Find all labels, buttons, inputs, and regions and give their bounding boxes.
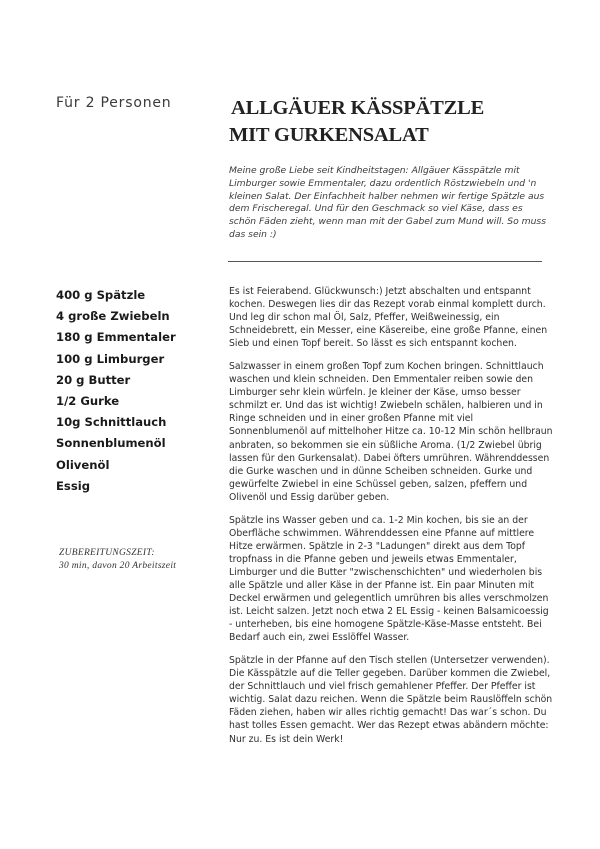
recipe-intro: Meine große Liebe seit Kindheitstagen: Allgäuer Kässpätzle mit Limburger sowie Emmentaler, dazu ordentlich Röstzwiebeln und 'n kleinen Salat. Der Einfachheit halber nehmen wir fertige Spätzle aus dem Frischeregal. Und für den Geschmack so viel Käse, dass es schön Fäden zieht, wenn man mit der Gabel zum Mund will. So muss das sein :) [229, 165, 547, 240]
servings-label: Für 2 Personen [56, 95, 172, 111]
ingredient-item: 400 g Spätzle [56, 288, 146, 302]
ingredient-item: 20 g Butter [56, 372, 131, 387]
instruction-step: Spätzle ins Wasser geben und ca. 1-2 Min kochen, bis sie an der Oberfläche schwimmen. Währenddessen eine Pfanne auf mittlere Hitze erwärmen. Spätzle in 2-3 "Ladungen" direkt aus dem Topf tropfnass in die Pfanne geben und jeweils etwas Emmentaler, Limburger und die Butter "zwischenschichten" und wiederholen bis alle Spätzle und aller Käse in der Pfanne ist. Ein paar Minuten mit Deckel erwärmen und gelegentlich umrühren bis alles verschmolzen ist. Leicht salzen. Jetzt noch etwa 2 EL Essig - keinen Balsamicoessig - unterheben, bis eine homogene Spätzle-Käse-Masse entsteht. Bei Bedarf auch ein, zwei Esslöffel Wasser. [229, 514, 549, 644]
ingredient-item: 10g Schnittlauch [56, 415, 167, 430]
divider [228, 261, 542, 262]
prep-time-label: ZUBEREITUNGSZEIT: [59, 548, 155, 558]
instructions [229, 285, 554, 755]
ingredient-item: 1/2 Gurke [56, 393, 120, 408]
ingredient-item: 180 g Emmentaler [56, 330, 176, 345]
ingredient-list [56, 286, 176, 498]
recipe-title [229, 95, 569, 149]
recipe-title-line-2: MIT GURKENSALAT [229, 124, 429, 146]
instruction-step: Salzwasser in einem großen Topf zum Kochen bringen. Schnittlauch waschen und klein schneiden. Den Emmentaler reiben sowie den Limburger sehr klein würfeln. Je kleiner der Käse, umso besser schmilzt er. Und das ist wichtig! Zwiebeln schälen, halbieren und in Ringe schneiden und in einer großen Pfanne mit viel Sonnenblumenöl auf mittelhoher Hitze ca. 10-12 Min schön hellbraun anbraten, so bekommen sie ein süßliche Aroma. (1/2 Zwiebel übrig lassen für den Gurkensalat). Dabei öfters umrühren. Währenddessen die Gurke waschen und in dünne Scheiben schneiden. Gurke und gewürfelte Zwiebel in eine Schüssel geben, salzen, pfeffern und Olivenöl und Essig darüber geben. [229, 360, 553, 503]
ingredient-item: 4 große Zwiebeln [56, 309, 170, 324]
recipe-title-line-1: ALLGÄUER KÄSSPÄTZLE [231, 97, 485, 119]
ingredient-item: Sonnenblumenöl [56, 436, 166, 451]
instruction-step: Spätzle in der Pfanne auf den Tisch stellen (Untersetzer verwenden). Die Kässpätzle auf die Teller gegeben. Darüber kommen die Zwiebel, der Schnittlauch und viel frisch gemahlener Pfeffer. Der Pfeffer ist wichtig. Salat dazu reichen. Wenn die Spätzle beim Rauslöffeln schön Fäden ziehen, haben wir alles richtig gemacht! Das war´s schon. Du hast tolles Essen gemacht. Wer das Rezept etwas abändern möchte: Nur zu. Es ist dein Werk! [229, 654, 553, 745]
ingredient-item: Essig [56, 478, 90, 493]
instruction-step: Es ist Feierabend. Glückwunsch:) Jetzt abschalten und entspannt kochen. Deswegen lies dir das Rezept vorab einmal komplett durch. Und leg dir schon mal Öl, Salz, Pfeffer, Weißweinessig, ein Schneidebrett, ein Messer, eine Käsereibe, eine große Pfanne, einen Sieb und einen Topf bereit. So lässt es sich entspannt kochen. [229, 286, 548, 350]
prep-time [59, 547, 176, 573]
ingredient-item: Olivenöl [56, 457, 110, 472]
ingredient-item: 100 g Limburger [56, 351, 165, 366]
prep-time-value: 30 min, davon 20 Arbeitszeit [59, 561, 177, 571]
